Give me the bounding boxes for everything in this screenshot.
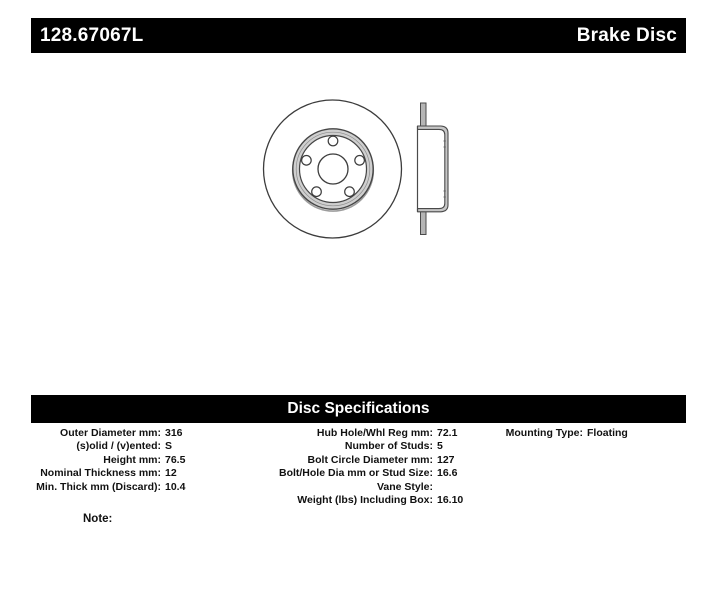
spec-row	[250, 494, 463, 507]
spec-label: Mounting Type:	[505, 427, 583, 439]
spec-label: Bolt/Hole Dia mm or Stud Size:	[278, 467, 433, 480]
spec-label: Bolt Circle Diameter mm:	[307, 453, 433, 466]
spec-value: 16.10	[437, 494, 464, 507]
spec-value: 12	[165, 467, 177, 480]
spec-value: 76.5	[165, 453, 186, 466]
brake-disc-front-view	[264, 100, 402, 238]
spec-label: Nominal Thickness mm:	[40, 467, 161, 480]
spec-value: S	[165, 440, 173, 453]
spec-row	[31, 440, 185, 453]
spec-value: Floating	[587, 427, 628, 439]
spec-row	[480, 427, 628, 440]
spec-row	[31, 427, 185, 440]
product-type-title: Brake Disc	[576, 24, 677, 46]
part-number: 128.67067L	[40, 24, 144, 46]
note-label: Note:	[83, 513, 113, 525]
spec-row	[250, 440, 463, 453]
spec-row	[31, 454, 185, 467]
spec-section-header	[31, 395, 686, 423]
spec-label: Hub Hole/Whl Reg mm:	[316, 427, 433, 439]
spec-label: Number of Studs:	[344, 440, 433, 453]
spec-column-left	[31, 427, 185, 494]
spec-label: Outer Diameter mm:	[60, 427, 161, 439]
spec-row	[31, 481, 185, 494]
spec-row	[250, 454, 463, 467]
spec-value: 127	[437, 453, 455, 466]
spec-row	[31, 467, 185, 480]
header-bar	[31, 18, 686, 53]
spec-value: 16.6	[437, 467, 458, 480]
spec-value: 72.1	[437, 427, 458, 439]
technical-drawing	[250, 90, 465, 245]
spec-value: 316	[165, 427, 183, 439]
spec-column-middle	[250, 427, 463, 507]
spec-row	[250, 467, 463, 480]
spec-row	[250, 427, 463, 440]
brake-disc-cross-section	[418, 103, 449, 235]
spec-label: Height mm:	[103, 453, 161, 466]
spec-column-right	[480, 427, 628, 440]
spec-label: Vane Style:	[376, 480, 433, 493]
spec-value: 5	[437, 440, 443, 453]
spec-label: (s)olid / (v)ented:	[76, 440, 161, 453]
spec-section-title: Disc Specifications	[287, 400, 430, 417]
spec-label: Weight (lbs) Including Box:	[297, 494, 433, 507]
brake-disc-drawing-svg	[250, 90, 465, 245]
spec-row	[250, 481, 463, 494]
spec-value: 10.4	[165, 480, 186, 493]
spec-label: Min. Thick mm (Discard):	[36, 480, 161, 493]
